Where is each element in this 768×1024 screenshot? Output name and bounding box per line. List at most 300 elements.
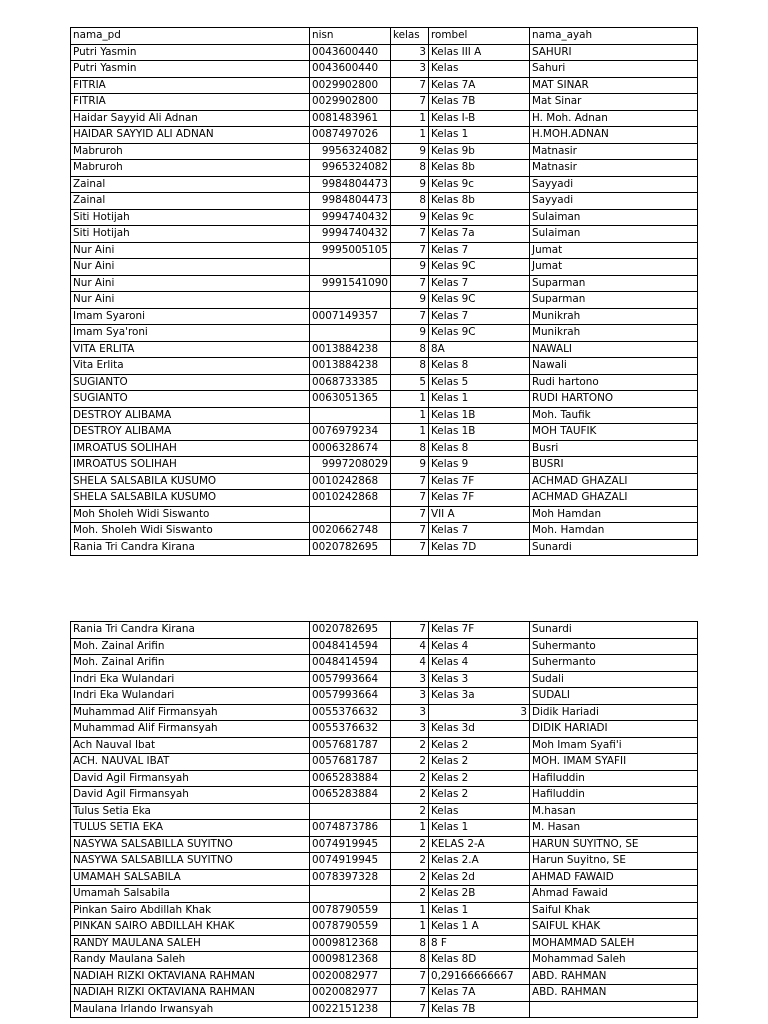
cell-nisn[interactable]: 0007149357 [310, 308, 391, 325]
cell-nama-ayah[interactable]: SUDALI [530, 688, 698, 705]
cell-nama-pd[interactable]: Tulus Setia Eka [71, 803, 310, 820]
cell-rombel[interactable]: 8 F [429, 935, 530, 952]
table-row [71, 473, 698, 490]
header-cell-nisn[interactable]: nisn [310, 28, 391, 45]
cell-rombel[interactable]: Kelas 1 [429, 902, 530, 919]
cell-rombel[interactable]: Kelas 9c [429, 176, 530, 193]
cell-nisn[interactable]: 0057993664 [310, 671, 391, 688]
cell-kelas[interactable]: 7 [391, 77, 429, 94]
table-row [71, 110, 698, 127]
cell-kelas[interactable]: 2 [391, 836, 429, 853]
cell-nama-pd[interactable]: Moh. Zainal Arifin [71, 655, 310, 672]
cell-nama-ayah[interactable]: Sulaiman [530, 226, 698, 243]
cell-nama-pd[interactable]: Siti Hotijah [71, 226, 310, 243]
cell-nama-pd[interactable]: Vita Erlita [71, 358, 310, 375]
cell-nama-pd[interactable]: Pinkan Sairo Abdillah Khak [71, 902, 310, 919]
cell-nisn[interactable]: 0013884238 [310, 341, 391, 358]
cell-rombel[interactable]: Kelas 8b [429, 160, 530, 177]
cell-kelas[interactable]: 8 [391, 952, 429, 969]
cell-kelas[interactable]: 1 [391, 902, 429, 919]
cell-nama-pd[interactable]: HAIDAR SAYYID ALI ADNAN [71, 127, 310, 144]
cell-nama-ayah[interactable]: Sunardi [530, 539, 698, 556]
cell-nama-pd[interactable]: Umamah Salsabila [71, 886, 310, 903]
cell-nama-pd[interactable]: Putri Yasmin [71, 61, 310, 78]
cell-nama-ayah[interactable]: Busri [530, 440, 698, 457]
cell-kelas[interactable]: 1 [391, 127, 429, 144]
cell-nama-pd[interactable]: IMROATUS SOLIHAH [71, 457, 310, 474]
cell-nama-pd[interactable]: Haidar Sayyid Ali Adnan [71, 110, 310, 127]
cell-nisn[interactable]: 0087497026 [310, 127, 391, 144]
cell-kelas[interactable]: 7 [391, 275, 429, 292]
cell-nisn[interactable]: 9984804473 [310, 176, 391, 193]
cell-nama-ayah[interactable]: Moh. Taufik [530, 407, 698, 424]
cell-nama-ayah[interactable]: Sudali [530, 671, 698, 688]
table-row [71, 754, 698, 771]
cell-rombel[interactable]: Kelas 7D [429, 539, 530, 556]
cell-kelas[interactable]: 2 [391, 869, 429, 886]
cell-kelas[interactable]: 3 [391, 688, 429, 705]
cell-rombel[interactable]: Kelas 7 [429, 308, 530, 325]
cell-rombel[interactable]: Kelas 4 [429, 638, 530, 655]
cell-nama-ayah[interactable]: MAT SINAR [530, 77, 698, 94]
cell-kelas[interactable]: 8 [391, 193, 429, 210]
table-row [71, 820, 698, 837]
cell-kelas[interactable]: 7 [391, 985, 429, 1002]
cell-rombel[interactable]: Kelas 9c [429, 209, 530, 226]
cell-nama-ayah[interactable]: Mat Sinar [530, 94, 698, 111]
table-row [71, 655, 698, 672]
cell-nisn[interactable] [310, 292, 391, 309]
cell-nama-ayah[interactable]: Saiful Khak [530, 902, 698, 919]
cell-rombel[interactable]: 0,29166666667 [429, 968, 530, 985]
cell-rombel[interactable]: Kelas III A [429, 44, 530, 61]
cell-nama-pd[interactable]: Mabruroh [71, 160, 310, 177]
cell-nama-ayah[interactable]: Moh Imam Syafi'i [530, 737, 698, 754]
cell-rombel[interactable]: Kelas [429, 803, 530, 820]
cell-nisn[interactable]: 0063051365 [310, 391, 391, 408]
cell-nama-ayah[interactable]: RUDI HARTONO [530, 391, 698, 408]
cell-nama-pd[interactable]: SHELA SALSABILA KUSUMO [71, 490, 310, 507]
cell-nama-pd[interactable]: Imam Syaroni [71, 308, 310, 325]
cell-rombel[interactable]: Kelas 7F [429, 622, 530, 639]
cell-kelas[interactable]: 2 [391, 787, 429, 804]
cell-kelas[interactable]: 7 [391, 506, 429, 523]
cell-nama-pd[interactable]: SHELA SALSABILA KUSUMO [71, 473, 310, 490]
cell-nama-ayah[interactable]: SAHURI [530, 44, 698, 61]
cell-nama-pd[interactable]: Muhammad Alif Firmansyah [71, 704, 310, 721]
cell-nama-ayah[interactable]: M. Hasan [530, 820, 698, 837]
cell-nisn[interactable]: 0074919945 [310, 853, 391, 870]
cell-rombel[interactable]: Kelas 8 [429, 440, 530, 457]
cell-nama-ayah[interactable]: Matnasir [530, 160, 698, 177]
cell-nama-ayah[interactable]: ABD. RAHMAN [530, 985, 698, 1002]
cell-kelas[interactable]: 3 [391, 671, 429, 688]
cell-nisn[interactable]: 0055376632 [310, 721, 391, 738]
cell-nisn[interactable]: 0074919945 [310, 836, 391, 853]
cell-nama-pd[interactable]: SUGIANTO [71, 374, 310, 391]
cell-nama-ayah[interactable]: Rudi hartono [530, 374, 698, 391]
cell-kelas[interactable]: 7 [391, 226, 429, 243]
cell-nisn[interactable]: 0020662748 [310, 523, 391, 540]
cell-rombel[interactable]: Kelas 9 [429, 457, 530, 474]
cell-kelas[interactable]: 7 [391, 523, 429, 540]
cell-nisn[interactable] [310, 886, 391, 903]
cell-nama-pd[interactable]: Mabruroh [71, 143, 310, 160]
cell-nama-ayah[interactable]: Harun Suyitno, SE [530, 853, 698, 870]
cell-nama-pd[interactable]: Siti Hotijah [71, 209, 310, 226]
student-table-1 [70, 27, 698, 556]
cell-nama-ayah[interactable]: Sayyadi [530, 176, 698, 193]
cell-kelas[interactable]: 3 [391, 61, 429, 78]
cell-rombel[interactable]: Kelas 1 A [429, 919, 530, 936]
cell-kelas[interactable]: 8 [391, 440, 429, 457]
table-row [71, 737, 698, 754]
cell-nisn[interactable]: 0043600440 [310, 44, 391, 61]
cell-kelas[interactable]: 3 [391, 44, 429, 61]
cell-kelas[interactable]: 7 [391, 490, 429, 507]
cell-nama-pd[interactable]: FITRIA [71, 77, 310, 94]
cell-nisn[interactable] [310, 325, 391, 342]
table-row [71, 391, 698, 408]
cell-rombel[interactable]: Kelas 9b [429, 143, 530, 160]
cell-nisn[interactable]: 0009812368 [310, 952, 391, 969]
table-row [71, 160, 698, 177]
cell-kelas[interactable]: 7 [391, 242, 429, 259]
cell-nama-ayah[interactable]: Moh. Hamdan [530, 523, 698, 540]
cell-rombel[interactable]: Kelas 7 [429, 275, 530, 292]
cell-nama-ayah[interactable]: M.hasan [530, 803, 698, 820]
cell-rombel[interactable]: Kelas 7B [429, 1001, 530, 1018]
cell-rombel[interactable]: Kelas 2 [429, 754, 530, 771]
cell-nama-pd[interactable]: IMROATUS SOLIHAH [71, 440, 310, 457]
cell-kelas[interactable]: 8 [391, 160, 429, 177]
cell-nama-pd[interactable]: DESTROY ALIBAMA [71, 407, 310, 424]
cell-nisn[interactable]: 9956324082 [310, 143, 391, 160]
cell-rombel[interactable]: Kelas 3 [429, 671, 530, 688]
cell-nama-ayah[interactable]: Suparman [530, 292, 698, 309]
cell-kelas[interactable]: 2 [391, 754, 429, 771]
student-table-2 [70, 621, 698, 1018]
cell-nama-ayah[interactable]: ACHMAD GHAZALI [530, 490, 698, 507]
cell-nisn[interactable]: 0078790559 [310, 919, 391, 936]
cell-kelas[interactable]: 7 [391, 308, 429, 325]
cell-nama-pd[interactable]: David Agil Firmansyah [71, 770, 310, 787]
cell-kelas[interactable]: 8 [391, 358, 429, 375]
cell-nama-ayah[interactable]: MOHAMMAD SALEH [530, 935, 698, 952]
cell-nisn[interactable]: 9994740432 [310, 209, 391, 226]
cell-nama-pd[interactable]: David Agil Firmansyah [71, 787, 310, 804]
cell-kelas[interactable]: 1 [391, 919, 429, 936]
table-row [71, 457, 698, 474]
cell-nama-pd[interactable]: Zainal [71, 193, 310, 210]
cell-rombel[interactable]: Kelas 2 [429, 737, 530, 754]
cell-nisn[interactable]: 0048414594 [310, 638, 391, 655]
cell-nisn[interactable]: 0065283884 [310, 787, 391, 804]
header-row [71, 28, 698, 45]
cell-nama-ayah[interactable]: SAIFUL KHAK [530, 919, 698, 936]
cell-nama-ayah[interactable]: H.MOH.ADNAN [530, 127, 698, 144]
cell-rombel[interactable]: Kelas 1B [429, 407, 530, 424]
cell-kelas[interactable]: 3 [391, 704, 429, 721]
cell-rombel[interactable]: Kelas 3a [429, 688, 530, 705]
cell-rombel[interactable]: Kelas 8D [429, 952, 530, 969]
cell-rombel[interactable]: Kelas 1B [429, 424, 530, 441]
cell-nama-pd[interactable]: Moh. Sholeh Widi Siswanto [71, 523, 310, 540]
cell-nama-ayah[interactable]: Didik Hariadi [530, 704, 698, 721]
cell-nama-pd[interactable]: Nur Aini [71, 259, 310, 276]
cell-nama-ayah[interactable]: H. Moh. Adnan [530, 110, 698, 127]
cell-nama-ayah[interactable]: MOH TAUFIK [530, 424, 698, 441]
cell-nama-ayah[interactable]: Moh Hamdan [530, 506, 698, 523]
cell-nisn[interactable]: 0010242868 [310, 473, 391, 490]
cell-nisn[interactable]: 0020082977 [310, 968, 391, 985]
cell-kelas[interactable]: 8 [391, 935, 429, 952]
cell-nama-pd[interactable]: Rania Tri Candra Kirana [71, 622, 310, 639]
cell-nisn[interactable]: 9991541090 [310, 275, 391, 292]
cell-nama-pd[interactable]: Ach Nauval Ibat [71, 737, 310, 754]
cell-nama-pd[interactable]: Nur Aini [71, 275, 310, 292]
table-row [71, 61, 698, 78]
cell-nisn[interactable]: 0010242868 [310, 490, 391, 507]
cell-rombel[interactable]: Kelas 8b [429, 193, 530, 210]
cell-rombel[interactable]: Kelas 7 [429, 523, 530, 540]
cell-nama-ayah[interactable]: Sulaiman [530, 209, 698, 226]
cell-nama-ayah[interactable]: ACHMAD GHAZALI [530, 473, 698, 490]
cell-nama-ayah[interactable]: Nawali [530, 358, 698, 375]
cell-rombel[interactable]: Kelas I-B [429, 110, 530, 127]
cell-kelas[interactable]: 4 [391, 655, 429, 672]
cell-nisn[interactable]: 9994740432 [310, 226, 391, 243]
cell-rombel[interactable]: Kelas 5 [429, 374, 530, 391]
table-row [71, 341, 698, 358]
cell-nama-ayah[interactable]: Matnasir [530, 143, 698, 160]
cell-nama-ayah[interactable]: Munikrah [530, 308, 698, 325]
cell-kelas[interactable]: 2 [391, 853, 429, 870]
cell-nama-pd[interactable]: Maulana Irlando Irwansyah [71, 1001, 310, 1018]
cell-nisn[interactable]: 9965324082 [310, 160, 391, 177]
cell-kelas[interactable]: 3 [391, 721, 429, 738]
cell-nisn[interactable]: 0055376632 [310, 704, 391, 721]
table-row [71, 919, 698, 936]
cell-nama-pd[interactable]: RANDY MAULANA SALEH [71, 935, 310, 952]
cell-nama-pd[interactable]: Putri Yasmin [71, 44, 310, 61]
header-cell-rombel[interactable]: rombel [429, 28, 530, 45]
cell-nisn[interactable]: 0020082977 [310, 985, 391, 1002]
cell-kelas[interactable]: 2 [391, 737, 429, 754]
cell-nama-pd[interactable]: NADIAH RIZKI OKTAVIANA RAHMAN [71, 968, 310, 985]
cell-nisn[interactable]: 0022151238 [310, 1001, 391, 1018]
cell-nisn[interactable] [310, 803, 391, 820]
cell-nama-pd[interactable]: NASYWA SALSABILLA SUYITNO [71, 836, 310, 853]
cell-nisn[interactable]: 0057993664 [310, 688, 391, 705]
cell-nama-pd[interactable]: Nur Aini [71, 292, 310, 309]
cell-nama-ayah[interactable]: Jumat [530, 259, 698, 276]
cell-nama-ayah[interactable]: BUSRI [530, 457, 698, 474]
cell-nisn[interactable] [310, 259, 391, 276]
cell-nama-pd[interactable]: Indri Eka Wulandari [71, 671, 310, 688]
cell-rombel[interactable]: Kelas 7a [429, 226, 530, 243]
cell-kelas[interactable]: 9 [391, 209, 429, 226]
cell-nisn[interactable]: 0057681787 [310, 754, 391, 771]
cell-nama-pd[interactable]: TULUS SETIA EKA [71, 820, 310, 837]
header-cell-nama-pd[interactable]: nama_pd [71, 28, 310, 45]
cell-rombel[interactable]: Kelas 4 [429, 655, 530, 672]
cell-nama-ayah[interactable]: Suparman [530, 275, 698, 292]
cell-rombel[interactable]: Kelas 2d [429, 869, 530, 886]
cell-nama-ayah[interactable] [530, 1001, 698, 1018]
cell-rombel[interactable]: Kelas [429, 61, 530, 78]
cell-rombel[interactable]: Kelas 1 [429, 820, 530, 837]
cell-nama-ayah[interactable]: Munikrah [530, 325, 698, 342]
cell-nama-ayah[interactable]: ABD. RAHMAN [530, 968, 698, 985]
cell-nama-pd[interactable]: ACH. NAUVAL IBAT [71, 754, 310, 771]
cell-nama-pd[interactable]: Indri Eka Wulandari [71, 688, 310, 705]
cell-nama-ayah[interactable]: MOH. IMAM SYAFII [530, 754, 698, 771]
cell-nisn[interactable] [310, 506, 391, 523]
cell-nama-pd[interactable]: Moh. Zainal Arifin [71, 638, 310, 655]
table-row [71, 935, 698, 952]
cell-rombel[interactable]: Kelas 2B [429, 886, 530, 903]
cell-rombel[interactable]: Kelas 7B [429, 94, 530, 111]
table-row [71, 94, 698, 111]
cell-nama-ayah[interactable]: NAWALI [530, 341, 698, 358]
cell-nisn[interactable]: 0020782695 [310, 539, 391, 556]
cell-nama-ayah[interactable]: AHMAD FAWAID [530, 869, 698, 886]
cell-kelas[interactable]: 9 [391, 143, 429, 160]
cell-nama-pd[interactable]: PINKAN SAIRO ABDILLAH KHAK [71, 919, 310, 936]
cell-rombel[interactable]: Kelas 7A [429, 985, 530, 1002]
cell-nisn[interactable]: 0020782695 [310, 622, 391, 639]
cell-kelas[interactable]: 2 [391, 886, 429, 903]
cell-rombel[interactable]: Kelas 2 [429, 770, 530, 787]
cell-nama-pd[interactable]: SUGIANTO [71, 391, 310, 408]
cell-nisn[interactable]: 0029902800 [310, 77, 391, 94]
cell-nisn[interactable]: 0068733385 [310, 374, 391, 391]
cell-rombel[interactable]: Kelas 7 [429, 242, 530, 259]
cell-nama-pd[interactable]: NASYWA SALSABILLA SUYITNO [71, 853, 310, 870]
header-cell-nama-ayah[interactable]: nama_ayah [530, 28, 698, 45]
cell-nama-ayah[interactable]: Suhermanto [530, 655, 698, 672]
cell-kelas[interactable]: 7 [391, 1001, 429, 1018]
cell-kelas[interactable]: 9 [391, 292, 429, 309]
cell-nama-ayah[interactable]: HARUN SUYITNO, SE [530, 836, 698, 853]
cell-nisn[interactable]: 0074873786 [310, 820, 391, 837]
cell-nama-ayah[interactable]: Hafiluddin [530, 770, 698, 787]
cell-kelas[interactable]: 7 [391, 473, 429, 490]
cell-rombel[interactable]: Kelas 2 [429, 787, 530, 804]
cell-rombel[interactable]: Kelas 9C [429, 292, 530, 309]
cell-nama-pd[interactable]: Muhammad Alif Firmansyah [71, 721, 310, 738]
cell-nisn[interactable]: 0078397328 [310, 869, 391, 886]
cell-rombel[interactable]: KELAS 2-A [429, 836, 530, 853]
cell-nama-ayah[interactable]: Mohammad Saleh [530, 952, 698, 969]
cell-kelas[interactable]: 1 [391, 110, 429, 127]
cell-kelas[interactable]: 7 [391, 968, 429, 985]
cell-rombel[interactable]: 3 [429, 704, 530, 721]
cell-kelas[interactable]: 9 [391, 325, 429, 342]
cell-nama-ayah[interactable]: Sunardi [530, 622, 698, 639]
cell-nisn[interactable]: 9997208029 [310, 457, 391, 474]
cell-nisn[interactable]: 0065283884 [310, 770, 391, 787]
cell-kelas[interactable]: 1 [391, 391, 429, 408]
cell-nisn[interactable] [310, 407, 391, 424]
cell-nisn[interactable]: 0029902800 [310, 94, 391, 111]
table-row [71, 721, 698, 738]
cell-kelas[interactable]: 1 [391, 407, 429, 424]
cell-kelas[interactable]: 1 [391, 820, 429, 837]
cell-kelas[interactable]: 1 [391, 424, 429, 441]
cell-rombel[interactable]: VII A [429, 506, 530, 523]
cell-nisn[interactable]: 9984804473 [310, 193, 391, 210]
cell-rombel[interactable]: Kelas 2.A [429, 853, 530, 870]
cell-nama-ayah[interactable]: DIDIK HARIADI [530, 721, 698, 738]
cell-nisn[interactable]: 0078790559 [310, 902, 391, 919]
cell-kelas[interactable]: 2 [391, 770, 429, 787]
cell-nama-pd[interactable]: FITRIA [71, 94, 310, 111]
cell-nama-pd[interactable]: Randy Maulana Saleh [71, 952, 310, 969]
cell-nisn[interactable]: 0081483961 [310, 110, 391, 127]
cell-nama-ayah[interactable]: Sayyadi [530, 193, 698, 210]
cell-nisn[interactable]: 9995005105 [310, 242, 391, 259]
cell-nisn[interactable]: 0057681787 [310, 737, 391, 754]
cell-rombel[interactable]: Kelas 3d [429, 721, 530, 738]
cell-rombel[interactable]: 8A [429, 341, 530, 358]
cell-nama-pd[interactable]: Moh Sholeh Widi Siswanto [71, 506, 310, 523]
cell-nama-ayah[interactable]: Suhermanto [530, 638, 698, 655]
cell-rombel[interactable]: Kelas 7F [429, 490, 530, 507]
cell-rombel[interactable]: Kelas 8 [429, 358, 530, 375]
cell-kelas[interactable]: 9 [391, 457, 429, 474]
cell-kelas[interactable]: 9 [391, 259, 429, 276]
cell-kelas[interactable]: 7 [391, 622, 429, 639]
cell-nama-pd[interactable]: DESTROY ALIBAMA [71, 424, 310, 441]
cell-nama-pd[interactable]: Rania Tri Candra Kirana [71, 539, 310, 556]
table-row [71, 638, 698, 655]
cell-nisn[interactable]: 0076979234 [310, 424, 391, 441]
cell-rombel[interactable]: Kelas 1 [429, 127, 530, 144]
cell-nisn[interactable]: 0048414594 [310, 655, 391, 672]
cell-kelas[interactable]: 2 [391, 803, 429, 820]
cell-rombel[interactable]: Kelas 7F [429, 473, 530, 490]
cell-nama-pd[interactable]: VITA ERLITA [71, 341, 310, 358]
cell-nama-pd[interactable]: NADIAH RIZKI OKTAVIANA RAHMAN [71, 985, 310, 1002]
cell-rombel[interactable]: Kelas 1 [429, 391, 530, 408]
cell-nisn[interactable]: 0013884238 [310, 358, 391, 375]
cell-kelas[interactable]: 8 [391, 341, 429, 358]
cell-nama-ayah[interactable]: Sahuri [530, 61, 698, 78]
cell-nisn[interactable]: 0006328674 [310, 440, 391, 457]
cell-kelas[interactable]: 9 [391, 176, 429, 193]
cell-nisn[interactable]: 0009812368 [310, 935, 391, 952]
header-cell-kelas[interactable]: kelas [391, 28, 429, 45]
cell-nama-pd[interactable]: Nur Aini [71, 242, 310, 259]
cell-nisn[interactable]: 0043600440 [310, 61, 391, 78]
cell-kelas[interactable]: 5 [391, 374, 429, 391]
cell-nama-ayah[interactable]: Ahmad Fawaid [530, 886, 698, 903]
cell-nama-pd[interactable]: Imam Sya'roni [71, 325, 310, 342]
cell-kelas[interactable]: 4 [391, 638, 429, 655]
cell-rombel[interactable]: Kelas 9C [429, 259, 530, 276]
table-row [71, 226, 698, 243]
cell-nama-pd[interactable]: UMAMAH SALSABILA [71, 869, 310, 886]
cell-kelas[interactable]: 7 [391, 94, 429, 111]
cell-nama-ayah[interactable]: Jumat [530, 242, 698, 259]
cell-rombel[interactable]: Kelas 9C [429, 325, 530, 342]
cell-rombel[interactable]: Kelas 7A [429, 77, 530, 94]
cell-nama-ayah[interactable]: Hafiluddin [530, 787, 698, 804]
cell-nama-pd[interactable]: Zainal [71, 176, 310, 193]
cell-kelas[interactable]: 7 [391, 539, 429, 556]
